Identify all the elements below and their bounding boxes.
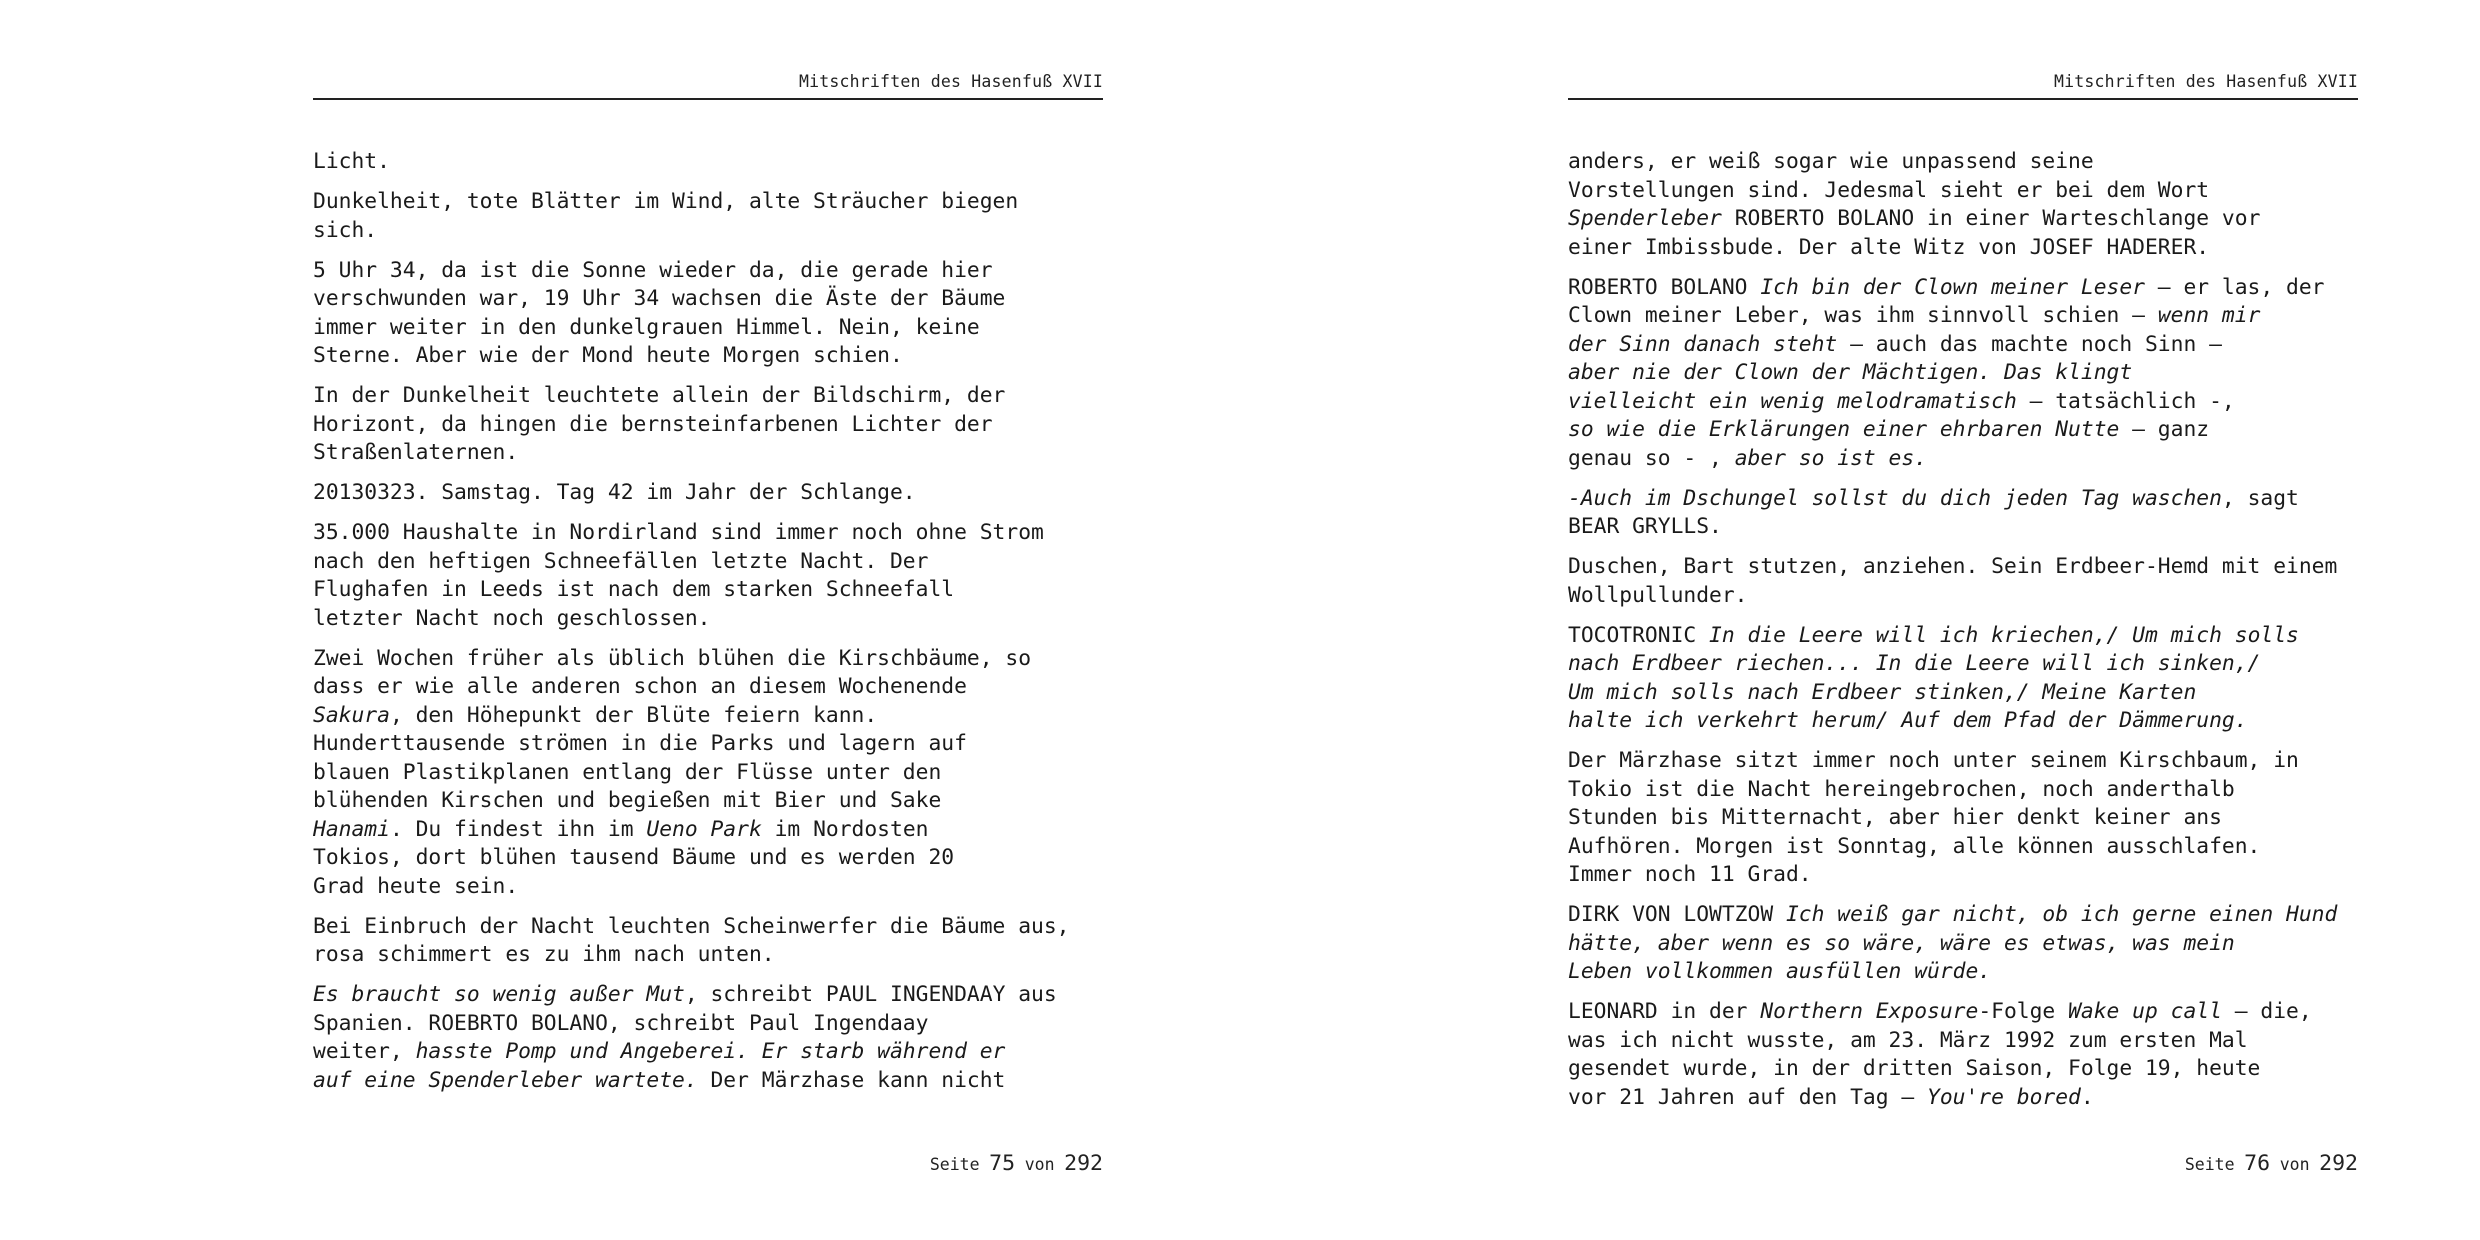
text-line (313, 188, 1103, 217)
paragraph (313, 519, 1103, 633)
text-line (1568, 553, 2358, 582)
text-line (313, 730, 1103, 759)
text-run: Wollpullunder. (1568, 582, 1748, 608)
text-run: letzter Nacht noch geschlossen. (313, 605, 711, 631)
text-line (313, 673, 1103, 702)
italic-run: Ich bin der Clown meiner Leser (1760, 274, 2145, 300)
italic-run: so wie die Erklärungen einer ehrbaren Nutte (1568, 417, 2120, 442)
paragraph (1568, 747, 2358, 890)
text-run: Immer noch 11 Grad. (1568, 862, 1812, 887)
text-run: einer Imbissbude. Der alte Witz von JOSEF HADERER. (1568, 234, 2210, 260)
italic-run: Ueno Park (646, 816, 762, 842)
text-run: im Nordosten (761, 816, 929, 842)
page-left (313, 0, 1103, 1240)
italic-run: Es braucht so wenig außer Mut (313, 982, 685, 1007)
text-line (1568, 679, 2358, 708)
text-line (313, 479, 1103, 508)
italic-run: aber nie der Clown der Mächtigen. Das klingt (1568, 360, 2133, 385)
text-run: blühenden Kirschen und begießen mit Bier und Sake (313, 788, 942, 813)
footer-middle: von (2279, 1155, 2310, 1174)
text-run: – er las, der (2144, 274, 2325, 300)
footer-page-number: 75 (989, 1151, 1016, 1176)
italic-run: You're bored (1927, 1084, 2081, 1110)
text-line (313, 439, 1103, 468)
text-line (1568, 234, 2358, 263)
text-line (1568, 445, 2358, 474)
paragraph (313, 913, 1103, 970)
text-run: Straßenlaternen. (313, 440, 519, 465)
running-header: Mitschriften des Hasenfuß XVII (1568, 72, 2358, 100)
page-body (313, 148, 1103, 1107)
paragraph-continued (1568, 148, 2358, 262)
text-line (313, 816, 1103, 845)
text-line (313, 382, 1103, 411)
text-run: Flughafen in Leeds ist nach dem starken Schneefall (313, 577, 955, 602)
paragraph (313, 479, 1103, 508)
running-header: Mitschriften des Hasenfuß XVII (313, 72, 1103, 100)
text-line (313, 314, 1103, 343)
text-run: – tatsächlich -, (2016, 388, 2235, 414)
text-line (313, 981, 1103, 1010)
text-run: Aufhören. Morgen ist Sonntag, alle können ausschlafen. (1568, 833, 2261, 859)
text-run: DIRK VON LOWTZOW (1568, 902, 1786, 927)
text-run: , schreibt PAUL INGENDAAY aus (684, 982, 1057, 1007)
text-run: 5 Uhr 34, da ist die Sonne wieder da, die gerade hier (313, 257, 993, 283)
text-run: immer weiter in den dunkelgrauen Himmel. Nein, keine (313, 314, 980, 340)
paragraph (313, 188, 1103, 245)
paragraph (1568, 553, 2358, 610)
italic-run: der Sinn danach steht (1568, 331, 1838, 357)
italic-run: hätte, aber wenn es so wäre, wäre es etwas, was mein (1568, 930, 2235, 956)
text-run: Der Märzhase kann nicht (697, 1067, 1006, 1093)
text-line (313, 285, 1103, 314)
paragraph (1568, 622, 2358, 736)
text-line (1568, 1084, 2358, 1113)
text-line (1568, 622, 2358, 651)
text-run: anders, er weiß sogar wie unpassend seine (1568, 149, 2094, 174)
text-run: . (2080, 1084, 2094, 1110)
text-line (1568, 804, 2358, 833)
text-run: LEONARD in der (1568, 999, 1761, 1024)
text-line (313, 1067, 1103, 1096)
text-line (1568, 302, 2358, 331)
text-run: . Du findest ihn im (389, 816, 647, 842)
text-line (1568, 747, 2358, 776)
text-run: 20130323. Samstag. Tag 42 im Jahr der Schlange. (313, 480, 916, 505)
text-line (313, 576, 1103, 605)
page-body (1568, 148, 2358, 1124)
italic-run: Northern Exposure (1760, 999, 1979, 1024)
text-line (1568, 1055, 2358, 1084)
text-line (1568, 861, 2358, 890)
paragraph (1568, 998, 2358, 1112)
text-run: Sterne. Aber wie der Mond heute Morgen schien. (313, 343, 903, 368)
text-line (1568, 177, 2358, 206)
text-run: – auch das machte noch Sinn – (1837, 331, 2222, 357)
text-line (313, 519, 1103, 548)
text-run: rosa schimmert es zu ihm nach unten. (313, 942, 775, 967)
text-run: ROBERTO BOLANO (1568, 274, 1761, 300)
text-run: verschwunden war, 19 Uhr 34 wachsen die Äste der Bäume (313, 286, 1006, 311)
paragraph (313, 645, 1103, 902)
paragraph (1568, 485, 2358, 542)
text-run: was ich nicht wusste, am 23. März 1992 zum ersten Mal (1568, 1027, 2248, 1053)
text-line (313, 1010, 1103, 1039)
text-run: genau so - , (1568, 445, 1735, 471)
italic-run: auf eine Spenderleber wartete. (313, 1067, 698, 1093)
text-line (1568, 513, 2358, 542)
italic-run: Leben vollkommen ausfüllen würde. (1568, 959, 1992, 984)
text-run: Dunkelheit, tote Blätter im Wind, alte Sträucher biegen (313, 189, 1019, 214)
italic-run: Ich weiß gar nicht, ob ich gerne einen Hund (1785, 902, 2338, 927)
text-run: dass er wie alle anderen schon an diesem Wochenende (313, 674, 967, 699)
paragraph (313, 382, 1103, 468)
text-run: blauen Plastikplanen entlang der Flüsse unter den (313, 759, 942, 785)
footer-total-pages: 292 (2319, 1151, 2358, 1176)
italic-run: nach Erdbeer riechen... In die Leere will ich sinken,/ (1568, 651, 2261, 676)
paragraph (1568, 274, 2358, 474)
text-run: Bei Einbruch der Nacht leuchten Scheinwerfer die Bäume aus, (313, 913, 1070, 939)
text-line (1568, 901, 2358, 930)
text-line (313, 913, 1103, 942)
text-run: nach den heftigen Schneefällen letzte Nacht. Der (313, 548, 929, 574)
text-run: weiter, (313, 1039, 416, 1064)
text-line (1568, 833, 2358, 862)
paragraph (1568, 901, 2358, 987)
text-line (1568, 930, 2358, 959)
italic-run: hasste Pomp und Angeberei. Er starb während er (415, 1039, 1006, 1064)
text-run: Licht. (313, 149, 390, 174)
text-line (313, 759, 1103, 788)
text-line (1568, 582, 2358, 611)
text-line (313, 411, 1103, 440)
text-line (1568, 485, 2358, 514)
footer-total-pages: 292 (1064, 1151, 1103, 1176)
text-line (1568, 958, 2358, 987)
text-run: – ganz (2119, 417, 2210, 442)
text-line (313, 1038, 1103, 1067)
page-footer (2185, 1151, 2358, 1176)
text-line (1568, 205, 2358, 234)
text-line (313, 217, 1103, 246)
text-run: Hunderttausende strömen in die Parks und lagern auf (313, 731, 967, 756)
italic-run: Hanami (313, 816, 390, 842)
text-run: Horizont, da hingen die bernsteinfarbenen Lichter der (313, 411, 993, 437)
text-run: , den Höhepunkt der Blüte feiern kann. (389, 702, 878, 728)
footer-middle: von (1024, 1155, 1055, 1174)
text-line (1568, 650, 2358, 679)
text-line (1568, 331, 2358, 360)
text-run: , sagt (2221, 485, 2299, 511)
paragraph (313, 148, 1103, 177)
text-line (1568, 359, 2358, 388)
text-run: 35.000 Haushalte in Nordirland sind immer noch ohne Strom (313, 520, 1044, 545)
text-line (1568, 148, 2358, 177)
text-run: Clown meiner Leber, was ihm sinnvoll schien – (1568, 303, 2158, 328)
text-line (1568, 1027, 2358, 1056)
text-run: Duschen, Bart stutzen, anziehen. Sein Erdbeer-Hemd mit einem (1568, 554, 2338, 579)
text-run: Tokios, dort blühen tausend Bäume und es werden 20 (313, 845, 955, 870)
text-run: – die, (2221, 999, 2312, 1024)
text-run: Der Märzhase sitzt immer noch unter seinem Kirschbaum, in (1568, 748, 2299, 773)
paragraph (313, 981, 1103, 1095)
text-run: Grad heute sein. (313, 873, 519, 899)
page-right (1568, 0, 2358, 1240)
text-line (1568, 416, 2358, 445)
italic-run: aber so ist es. (1734, 445, 1928, 471)
text-run: TOCOTRONIC (1568, 622, 1710, 648)
text-line (313, 645, 1103, 674)
text-run: Tokio ist die Nacht hereingebrochen, noch anderthalb (1568, 776, 2235, 802)
text-run: Stunden bis Mitternacht, aber hier denkt keiner ans (1568, 805, 2222, 830)
italic-run: Sakura (313, 702, 390, 728)
text-line (313, 941, 1103, 970)
text-line (313, 873, 1103, 902)
text-line (1568, 388, 2358, 417)
italic-run: Wake up call (2068, 999, 2222, 1024)
text-line (313, 605, 1103, 634)
footer-page-number: 76 (2244, 1151, 2271, 1176)
text-run: gesendet wurde, in der dritten Saison, Folge 19, heute (1568, 1056, 2261, 1081)
italic-run: -Auch im Dschungel sollst du dich jeden Tag waschen (1568, 485, 2222, 511)
text-line (1568, 998, 2358, 1027)
italic-run: In die Leere will ich kriechen,/ Um mich solls (1709, 622, 2299, 648)
text-line (1568, 707, 2358, 736)
page-footer (930, 1151, 1103, 1176)
text-run: BEAR GRYLLS. (1568, 514, 1722, 539)
italic-run: Spenderleber (1568, 206, 1722, 231)
footer-prefix: Seite (2184, 1155, 2235, 1174)
italic-run: Um mich solls nach Erdbeer stinken,/ Meine Karten (1568, 679, 2197, 705)
text-run: -Folge (1978, 999, 2069, 1024)
text-line (1568, 776, 2358, 805)
text-run: Zwei Wochen früher als üblich blühen die Kirschbäume, so (313, 645, 1032, 671)
italic-run: wenn mir (2157, 303, 2261, 328)
text-run: sich. (313, 217, 378, 243)
text-line (313, 787, 1103, 816)
text-line (313, 844, 1103, 873)
text-run: In der Dunkelheit leuchtete allein der Bildschirm, der (313, 383, 1006, 408)
text-line (313, 342, 1103, 371)
text-run: ROBERTO BOLANO in einer Warteschlange vor (1721, 206, 2261, 231)
italic-run: halte ich verkehrt herum/ Auf dem Pfad der Dämmerung. (1568, 708, 2248, 733)
text-run: Spanien. ROEBRTO BOLANO, schreibt Paul Ingendaay (313, 1010, 929, 1036)
text-line (313, 548, 1103, 577)
text-run: Vorstellungen sind. Jedesmal sieht er bei dem Wort (1568, 177, 2210, 203)
italic-run: vielleicht ein wenig melodramatisch (1568, 388, 2017, 414)
text-line (313, 148, 1103, 177)
text-line (313, 257, 1103, 286)
text-line (313, 702, 1103, 731)
footer-prefix: Seite (929, 1155, 980, 1174)
text-line (1568, 274, 2358, 303)
text-run: vor 21 Jahren auf den Tag – (1568, 1084, 1928, 1110)
paragraph (313, 257, 1103, 371)
